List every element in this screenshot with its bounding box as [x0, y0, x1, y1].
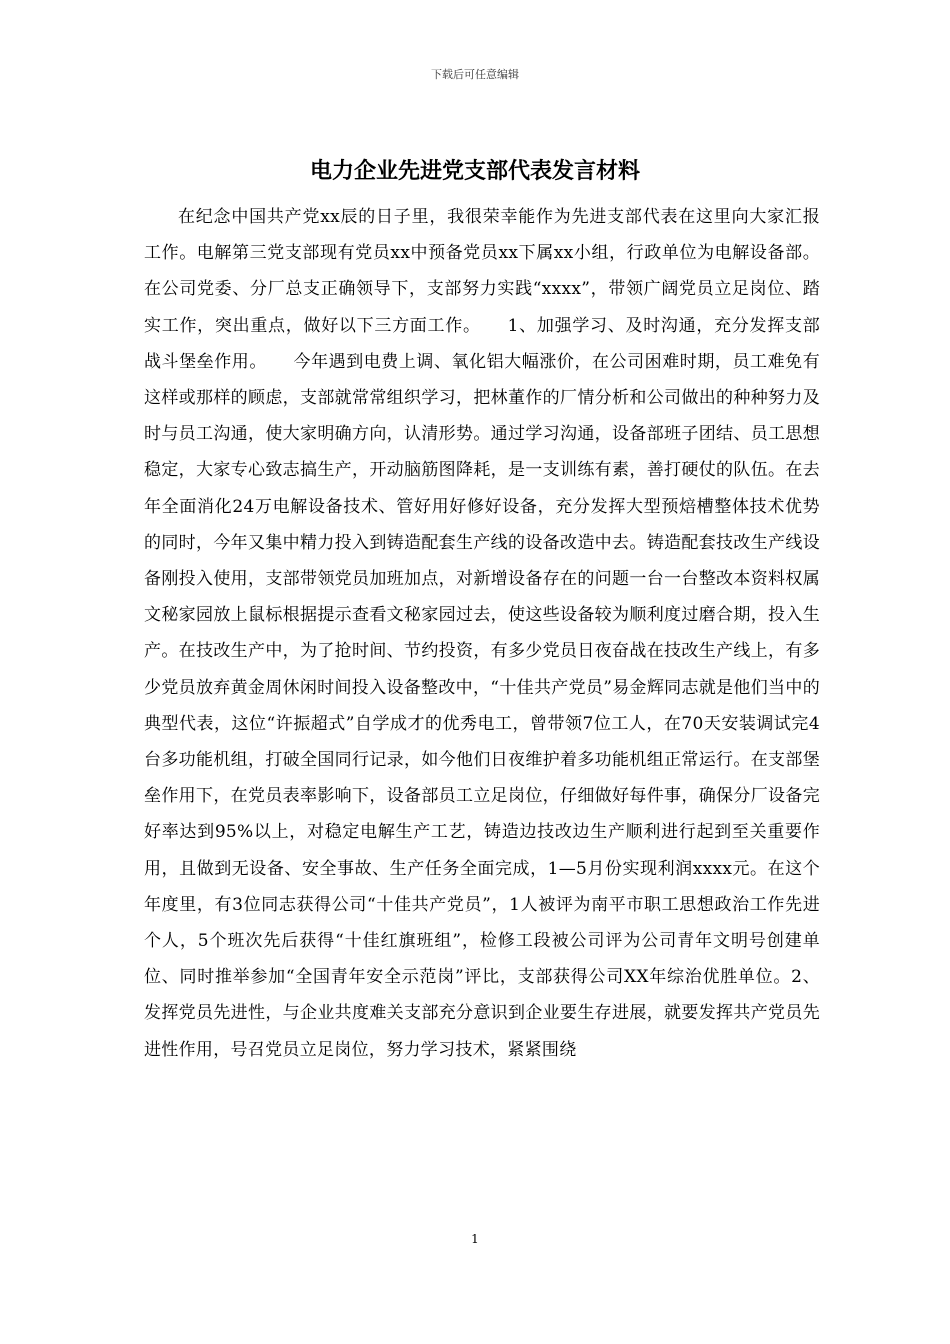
page-number: 1	[471, 1232, 479, 1246]
header-note: 下载后可任意编辑	[431, 68, 519, 81]
document-title: 电力企业先进党支部代表发言材料	[309, 158, 640, 184]
body-paragraph: 在纪念中国共产党xx辰的日子里，我很荣幸能作为先进支部代表在这里向大家汇报工作。电解第三党支部现有党员xx中预备党员xx下属xx小组，行政单位为电解设备部。在公司党委、分厂总支正确领导下，支部努力实践“xxxx”，带领广阔党员立足岗位、踏实工作，突出重点，做好以下三方面工作。 1、加强学习、及时沟通，充分发挥支部战斗堡垒作用。 今年遇到电费上调、氧化铝大幅涨价，在公司困难时期，员工难免有这样或那样的顾虑，支部就常常组织学习，把林董作的厂情分析和公司做出的种种努力及时与员工沟通，使大家明确方向，认清形势。通过学习沟通，设备部班子团结、员工思想稳定，大家专心致志搞生产，开动脑筋图降耗，是一支训练有素，善打硬仗的队伍。在去年全面消化24万电解设备技术、管好用好修好设备，充分发挥大型预焙槽整体技术优势的同时，今年又集中精力投入到铸造配套生产线的设备改造中去。铸造配套技改生产线设备刚投入使用，支部带领党员加班加点，对新增设备存在的问题一台一台整改本资料权属文秘家园放上鼠标根据提示查看文秘家园过去，使这些设备较为顺利度过磨合期，投入生产。在技改生产中，为了抢时间、节约投资，有多少党员日夜奋战在技改生产线上，有多少党员放弃黄金周休闲时间投入设备整改中，“十佳共产党员”易金辉同志就是他们当中的典型代表，这位“许振超式”自学成才的优秀电工，曾带领7位工人，在70天安装调试完4台多功能机组，打破全国同行记录，如今他们日夜维护着多功能机组正常运行。在支部堡垒作用下，在党员表率影响下，设备部员工立足岗位，仔细做好每件事，确保分厂设备完好率达到95%以上，对稳定电解生产工艺，铸造边技改边生产顺利进行起到至关重要作用，且做到无设备、安全事故、生产任务全面完成，1—5月份实现利润xxxx元。在这个年度里，有3位同志获得公司“十佳共产党员”，1人被评为南平市职工思想政治工作先进个人，5个班次先后获得“十佳红旗班组”，检修工段被公司评为公司青年文明号创建单位、同时推举参加“全国青年安全示范岗”评比，支部获得公司XX年综治优胜单位。2、发挥党员先进性，与企业共度难关支部充分意识到企业要生存进展，就要发挥共产党员先进性作用，号召党员立足岗位，努力学习技术，紧紧围绕	[144, 207, 820, 1060]
